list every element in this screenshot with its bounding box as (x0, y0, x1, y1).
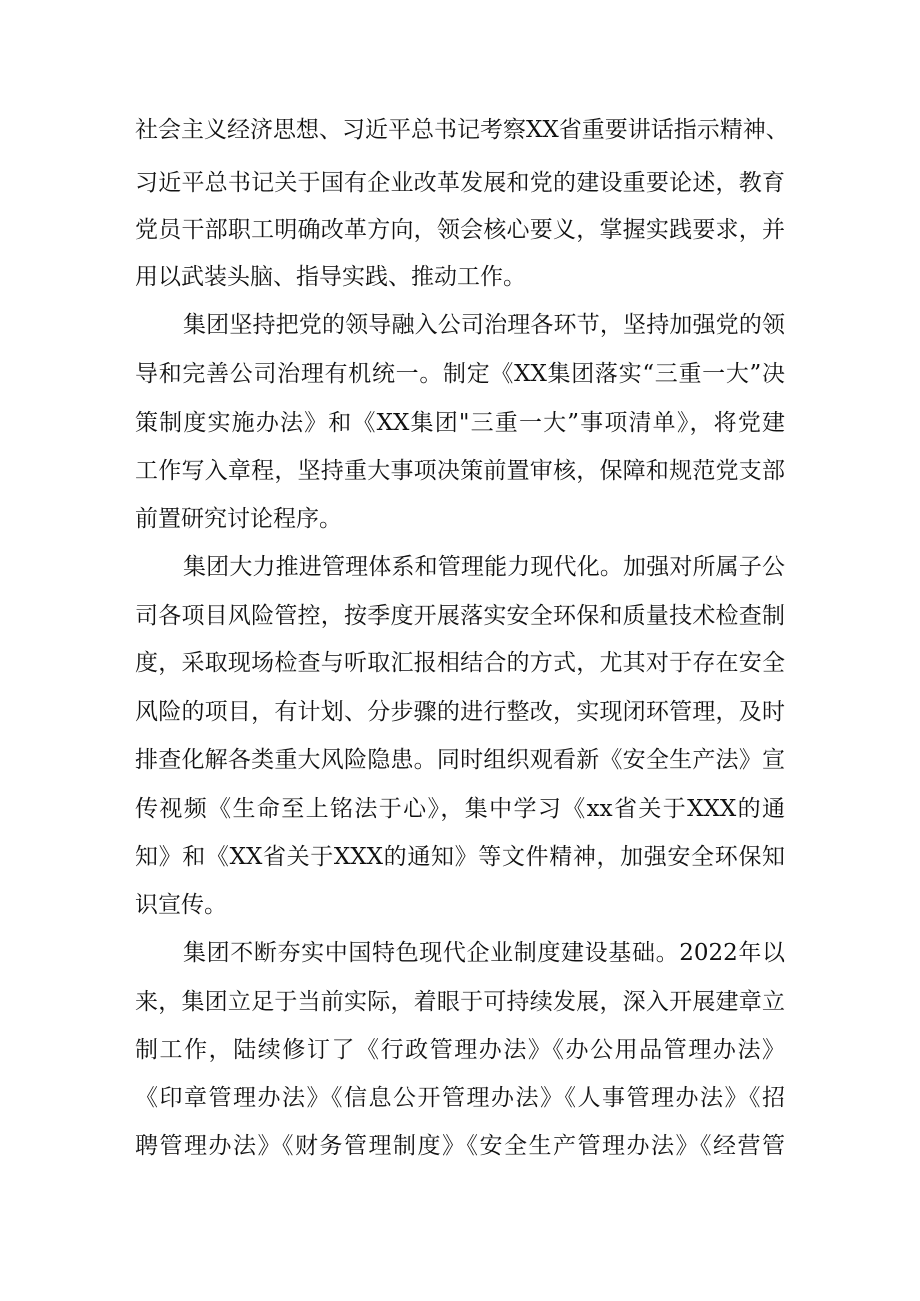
text-line: 导和完善公司治理有机统一。制定《XX集团落实“三重一大”决 (135, 361, 785, 387)
text-line: 工作写入章程，坚持重大事项决策前置审核，保障和规范党支部 (135, 458, 785, 484)
text-line: 集团坚持把党的领导融入公司治理各环节，坚持加强党的领 (183, 312, 785, 338)
text-line: 聘管理办法》《财务管理制度》《安全生产管理办法》《经营管 (135, 1133, 785, 1159)
text-line: 集团大力推进管理体系和管理能力现代化。加强对所属子公 (183, 554, 785, 580)
text-line: 制工作，陆续修订了《行政管理办法》《办公用品管理办法》 (135, 1037, 785, 1063)
text-line: 传视频《生命至上铭法于心》，集中学习《xx省关于XXX的通 (135, 796, 785, 822)
text-line: 策制度实施办法》和《XX集团"三重一大”事项清单》，将党建 (135, 410, 785, 436)
text-line: 社会主义经济思想、习近平总书记考察XX省重要讲话指示精神、 (135, 117, 789, 143)
text-line: 习近平总书记关于国有企业改革发展和党的建设重要论述，教育 (135, 170, 785, 196)
text-line: 风险的项目，有计划、分步骤的进行整改，实现闭环管理，及时 (135, 699, 785, 725)
text-line: 集团不断夯实中国特色现代企业制度建设基础。2022年以 (183, 940, 785, 966)
text-line: 用以武装头脑、指导实践、推动工作。 (135, 264, 526, 290)
text-line: 前置研究讨论程序。 (135, 506, 342, 532)
text-line: 来，集团立足于当前实际，着眼于可持续发展，深入开展建章立 (135, 989, 785, 1015)
text-line: 司各项目风险管控，按季度开展落实安全环保和质量技术检查制 (135, 603, 785, 629)
text-line: 知》和《XX省关于XXX的通知》等文件精神，加强安全环保知 (135, 844, 785, 870)
text-line: 排查化解各类重大风险隐患。同时组织观看新《安全生产法》宣 (135, 747, 785, 773)
text-line: 度，采取现场检查与听取汇报相结合的方式，尤其对于存在安全 (135, 650, 785, 676)
text-line: 识宣传。 (135, 892, 227, 918)
text-line: 党员干部职工明确改革方向，领会核心要义，掌握实践要求，并 (135, 217, 785, 243)
text-line: 《印章管理办法》《信息公开管理办法》《人事管理办法》《招 (135, 1085, 785, 1111)
